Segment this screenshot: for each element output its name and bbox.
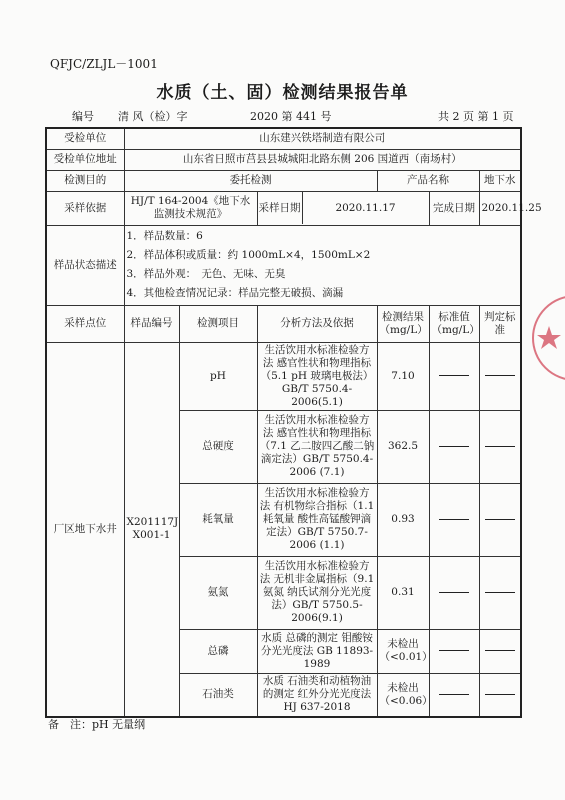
address-label: 受检单位地址 xyxy=(46,149,124,170)
judge-cell xyxy=(479,483,521,556)
standard-cell xyxy=(429,673,479,717)
agency-code: 清 风（检）字 xyxy=(118,110,188,123)
dash-mark xyxy=(439,375,469,376)
address-row xyxy=(46,149,521,170)
address-value: 山东省日照市莒县县城城阳北路东侧 206 国道西（南场村） xyxy=(124,149,521,170)
sample-state-line: 1．样品数量：6 xyxy=(126,230,203,242)
document-code: QFJC/ZLJL－1001 xyxy=(50,57,158,71)
number-label: 编号 xyxy=(72,110,94,123)
sample-state-row xyxy=(46,225,521,305)
client-label: 受检单位 xyxy=(46,128,124,149)
client-row xyxy=(46,128,521,149)
header-site: 采样点位 xyxy=(46,305,124,342)
site-cell: 厂区地下水井 xyxy=(46,342,124,717)
result-cell: 0.31 xyxy=(377,556,429,629)
judge-cell xyxy=(479,342,521,410)
result-cell: 未检出（<0.01） xyxy=(377,629,429,673)
result-cell: 7.10 xyxy=(377,342,429,410)
dash-mark xyxy=(439,519,469,520)
dash-mark xyxy=(439,650,469,651)
standard-cell xyxy=(429,629,479,673)
serial-number: 2020 第 441 号 xyxy=(250,110,332,123)
item-cell: 石油类 xyxy=(179,673,257,717)
dash-mark xyxy=(485,375,515,376)
dash-mark xyxy=(485,650,515,651)
purpose-value: 委托检测 xyxy=(124,170,377,191)
method-cell: 水质 石油类和动植物油的测定 红外分光光度法 HJ 637-2018 xyxy=(257,673,377,717)
purpose-row xyxy=(46,170,521,191)
sample-no-cell: X201117J X001-1 xyxy=(124,342,179,717)
item-cell: 耗氧量 xyxy=(179,483,257,556)
footnote: 备 注：pH 无量纲 xyxy=(48,718,146,731)
report-table xyxy=(45,127,542,718)
item-cell: pH xyxy=(179,342,257,410)
header-row xyxy=(46,305,521,342)
standard-cell xyxy=(429,483,479,556)
method-cell: 水质 总磷的测定 钼酸铵分光光度法 GB 11893-1989 xyxy=(257,629,377,673)
sampling-date-group xyxy=(257,191,429,225)
judge-cell xyxy=(479,673,521,717)
result-cell: 362.5 xyxy=(377,410,429,483)
sampling-date-label: 采样日期 xyxy=(258,192,303,224)
standard-cell xyxy=(429,556,479,629)
result-cell: 0.93 xyxy=(377,483,429,556)
dash-mark xyxy=(439,446,469,447)
sample-state-line: 3．样品外观： 无色、无味、无臭 xyxy=(126,268,286,280)
seal-stamp-icon xyxy=(527,288,565,388)
header-method: 分析方法及依据 xyxy=(257,305,377,342)
dash-mark xyxy=(485,446,515,447)
page-indicator: 共 2 页 第 1 页 xyxy=(438,110,514,123)
sampling-label: 采样依据 xyxy=(46,191,124,225)
client-value: 山东建兴铁塔制造有限公司 xyxy=(124,128,521,149)
finish-date: 2020.11.25 xyxy=(479,191,521,225)
sampling-row xyxy=(46,191,521,225)
sample-state-line: 2．样品体积或质量：约 1000mL×4，1500mL×2 xyxy=(126,249,371,261)
standard-cell xyxy=(429,410,479,483)
sampling-basis: HJ/T 164-2004《地下水监测技术规范》 xyxy=(124,191,257,225)
sample-state-lines xyxy=(124,225,521,305)
dash-mark xyxy=(439,592,469,593)
method-cell: 生活饮用水标准检验方法 无机非金属指标（9.1 氨氮 纳氏试剂分光光度法）GB/T 5750.5-2006(9.1) xyxy=(257,556,377,629)
purpose-label: 检测目的 xyxy=(46,170,124,191)
sample-state-line: 4．其他检查情况记录：样品完整无破损、滴漏 xyxy=(126,287,344,299)
product-value: 地下水 xyxy=(479,170,521,191)
dash-mark xyxy=(485,694,515,695)
header-item: 检测项目 xyxy=(179,305,257,342)
item-cell: 氨氮 xyxy=(179,556,257,629)
standard-cell xyxy=(429,342,479,410)
header-standard: 标准值（mg/L） xyxy=(429,305,479,342)
judge-cell xyxy=(479,629,521,673)
item-cell: 总磷 xyxy=(179,629,257,673)
judge-cell xyxy=(479,556,521,629)
dash-mark xyxy=(439,694,469,695)
result-row xyxy=(46,342,521,410)
dash-mark xyxy=(485,592,515,593)
result-cell: 未检出（<0.06） xyxy=(377,673,429,717)
method-cell: 生活饮用水标准检验方法 感官性状和物理指标（5.1 pH 玻璃电极法）GB/T 5750.4-2006(5.1) xyxy=(257,342,377,410)
report-title: 水质（土、固）检测结果报告单 xyxy=(156,83,409,103)
method-cell: 生活饮用水标准检验方法 感官性状和物理指标（7.1 乙二胺四乙酸二钠滴定法）GB/T 5750.4-2006 (7.1) xyxy=(257,410,377,483)
header-judge: 判定标准 xyxy=(479,305,521,342)
finish-date-label: 完成日期 xyxy=(429,191,479,225)
header-sample-no: 样品编号 xyxy=(124,305,179,342)
method-cell: 生活饮用水标准检验方法 有机物综合指标（1.1 耗氧量 酸性高锰酸钾滴定法）GB/T 5750.7-2006 (1.1) xyxy=(257,483,377,556)
sampling-date: 2020.11.17 xyxy=(335,201,396,214)
sample-state-label: 样品状态描述 xyxy=(46,225,124,305)
judge-cell xyxy=(479,410,521,483)
product-label: 产品名称 xyxy=(377,170,479,191)
item-cell: 总硬度 xyxy=(179,410,257,483)
header-result: 检测结果（mg/L） xyxy=(377,305,429,342)
dash-mark xyxy=(485,519,515,520)
